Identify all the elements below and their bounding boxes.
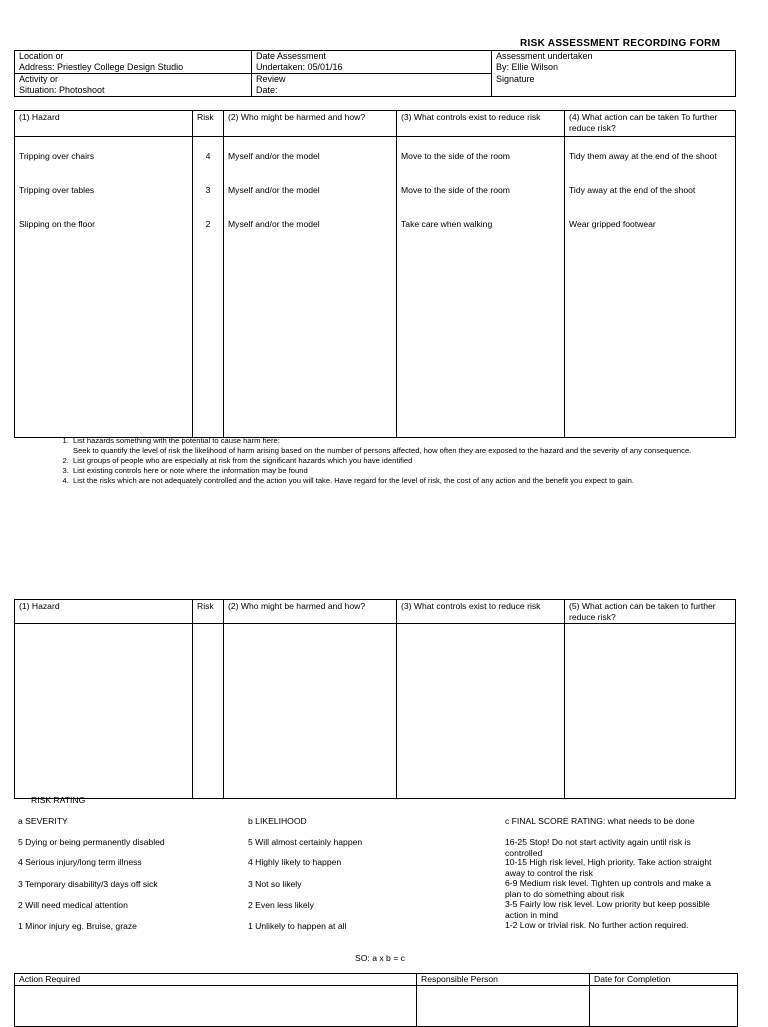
action-cell: Wear gripped footwear [569,219,656,229]
form-title: RISK ASSESSMENT RECORDING FORM [520,38,721,49]
hazard-cell: Tripping over tables [19,185,95,195]
who-header: (2) Who might be harmed and how? [224,111,397,137]
action-cell[interactable] [565,624,736,799]
likelihood-title: b LIKELIHOOD [248,816,307,826]
note-item: 3. List existing controls here or note where the information may be found [71,466,751,476]
hazard-cell: Slipping on the floor [19,219,95,229]
risk-cell: 2 [205,219,211,229]
location-label: Location or [15,51,252,63]
risk-column [193,137,224,438]
responsible-person-header: Responsible Person [417,974,590,986]
who-cell: Myself and/or the model [228,185,320,195]
hazard-cell[interactable] [15,624,193,799]
note-item: 4. List the risks which are not adequately controlled and the action you will take. Have regard for the level of risk, the cost of any action and the benefit you expect to gain. [71,476,751,486]
likelihood-item: 2 Even less likely [248,900,314,910]
severity-title: a SEVERITY [18,816,68,826]
risk-cell[interactable] [193,624,224,799]
date-completion-header: Date for Completion [590,974,738,986]
additional-hazard-table [14,599,736,799]
severity-item: 5 Dying or being permanently disabled [18,837,165,847]
date-assessment-label: Date Assessment [252,51,492,63]
note-item: 2. List groups of people who are especially at risk from the significant hazards which you have identified [71,456,751,466]
action-cell: Tidy away at the end of the shoot [569,185,696,195]
note-item [71,436,751,456]
hazard-cell: Tripping over chairs [19,151,95,161]
activity-label: Activity or [15,74,252,86]
review-label: Review [252,74,492,86]
action-required-cell[interactable] [15,986,417,1027]
responsible-person-cell[interactable] [417,986,590,1027]
action-header: (5) What action can be taken to further reduce risk? [565,600,736,624]
signature-label: Signature [492,74,736,86]
final-score-item: 10-15 High risk level, High priority. Take action straight away to control the risk [505,857,712,878]
controls-header: (3) What controls exist to reduce risk [397,600,565,624]
who-column [224,137,397,438]
likelihood-item: 1 Unlikely to happen at all [248,921,347,931]
who-cell: Myself and/or the model [228,219,320,229]
final-score-item: 3-5 Fairly low risk level. Low priority but keep possible action in mind [505,899,710,920]
likelihood-item: 5 Will almost certainly happen [248,837,363,847]
action-column [565,137,736,438]
risk-cell: 3 [205,185,211,195]
by-value: By: Ellie Wilson [492,62,736,74]
hazard-table [14,110,736,438]
assessment-undertaken-label: Assessment undertaken [492,51,736,63]
who-header: (2) Who might be harmed and how? [224,600,397,624]
note-text: Seek to quantify the level of risk the likelihood of harm arising based on the number of persons affected, how often they are exposed to the hazard and the severity of any consequence. [73,446,692,455]
risk-cell: 4 [205,151,211,161]
controls-column [397,137,565,438]
header-table [14,50,736,97]
controls-cell: Move to the side of the room [401,151,510,161]
review-date-label: Date: [252,85,492,97]
action-required-header: Action Required [15,974,417,986]
final-score-item: 1-2 Low or trivial risk. No further action required. [505,920,689,930]
severity-item: 4 Serious injury/long term illness [18,857,142,867]
risk-header: Risk [193,111,224,137]
severity-item: 3 Temporary disability/3 days off sick [18,879,158,889]
controls-header: (3) What controls exist to reduce risk [397,111,565,137]
situation-value: Situation: Photoshoot [15,85,252,97]
likelihood-item: 4 Highly likely to happen [248,857,342,867]
final-score-item: 6-9 Medium risk level. Tighten up controls and make a plan to do something about risk [505,878,711,899]
action-header: (4) What action can be taken To further reduce risk? [565,111,736,137]
action-cell: Tidy them away at the end of the shoot [569,151,717,161]
instructions-list [55,436,751,486]
likelihood-item: 3 Not so likely [248,879,302,889]
severity-item: 1 Minor injury eg. Bruise, graze [18,921,137,931]
controls-cell[interactable] [397,624,565,799]
address-value: Address: Priestley College Design Studio [15,62,252,74]
final-score-item: 16-25 Stop! Do not start activity again until risk is controlled [505,837,691,858]
controls-cell: Take care when walking [401,219,493,229]
action-table [14,973,738,1027]
risk-rating-title: RISK RATING [31,795,86,805]
controls-cell: Move to the side of the room [401,185,510,195]
hazard-column [15,137,193,438]
hazard-header: (1) Hazard [15,600,193,624]
signature-field[interactable] [492,85,736,97]
risk-header: Risk [193,600,224,624]
who-cell[interactable] [224,624,397,799]
severity-item: 2 Will need medical attention [18,900,128,910]
final-score-title: c FINAL SCORE RATING: what needs to be done [505,816,695,826]
who-cell: Myself and/or the model [228,151,320,161]
hazard-header: (1) Hazard [15,111,193,137]
note-text: List hazards something with the potential to cause harm here: [73,436,280,445]
date-completion-cell[interactable] [590,986,738,1027]
formula-text: SO: a x b = c [355,953,405,963]
undertaken-value: Undertaken: 05/01/16 [252,62,492,74]
